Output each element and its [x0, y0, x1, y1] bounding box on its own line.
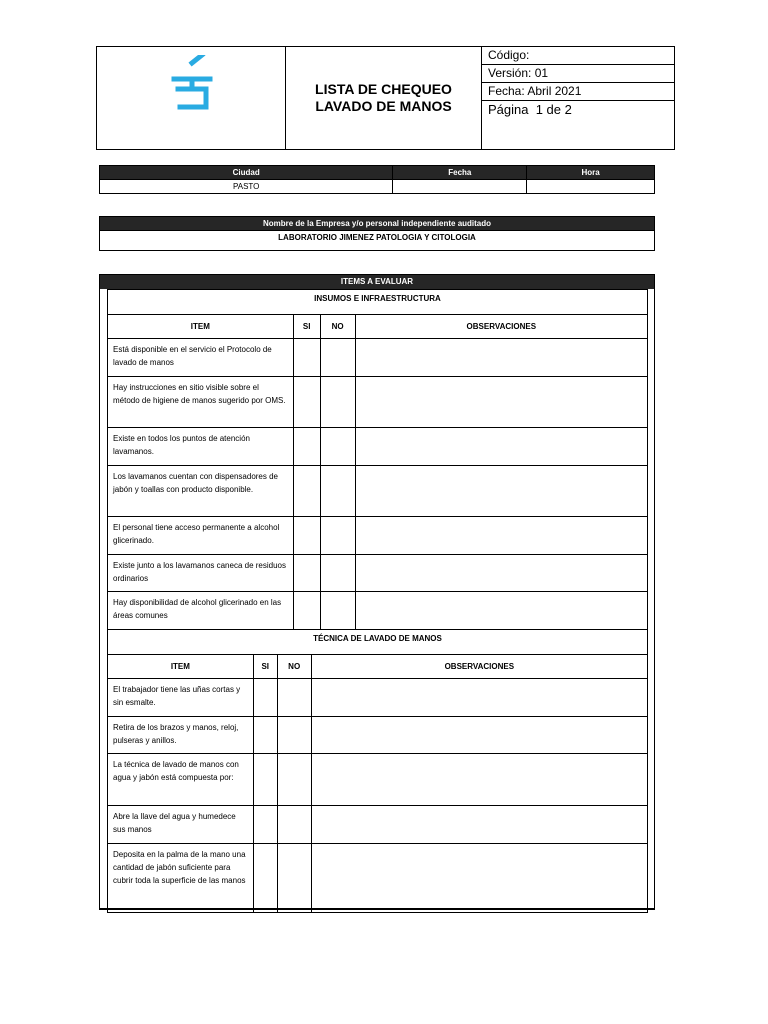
company-table: [99, 216, 655, 251]
col-observaciones: OBSERVACIONES: [311, 655, 647, 679]
table-row: [108, 679, 648, 717]
si-cell[interactable]: [293, 377, 320, 428]
observaciones-cell[interactable]: [355, 428, 647, 466]
ciudad-value[interactable]: PASTO: [100, 180, 393, 194]
logo-cell: [97, 47, 286, 149]
item-text: El personal tiene acceso permanente a alcohol glicerinado.: [108, 517, 294, 555]
hora-header: Hora: [527, 166, 655, 180]
col-si: SI: [253, 655, 277, 679]
no-cell[interactable]: [277, 844, 311, 913]
item-text: Está disponible en el servicio el Protocolo de lavado de manos: [108, 339, 294, 377]
si-cell[interactable]: [253, 754, 277, 806]
items-title: ITEMS A EVALUAR: [100, 275, 654, 289]
col-observaciones: OBSERVACIONES: [355, 315, 647, 339]
item-text: Deposita en la palma de la mano una cantidad de jabón suficiente para cubrir toda la superficie de las manos: [108, 844, 254, 913]
col-no: NO: [320, 315, 355, 339]
title-line-2: LAVADO DE MANOS: [315, 98, 452, 114]
table-row: [108, 806, 648, 844]
insumos-table: [107, 289, 648, 655]
pagina-field: Página 1 de 2: [488, 102, 572, 117]
col-si: SI: [293, 315, 320, 339]
item-text: Existe junto a los lavamanos caneca de residuos ordinarios: [108, 555, 294, 592]
observaciones-cell[interactable]: [355, 339, 647, 377]
observaciones-cell[interactable]: [311, 717, 647, 754]
fecha-field: Fecha: Abril 2021: [482, 83, 674, 101]
item-text: Existe en todos los puntos de atención lavamanos.: [108, 428, 294, 466]
hora-value[interactable]: [527, 180, 655, 194]
no-cell[interactable]: [320, 339, 355, 377]
no-cell[interactable]: [320, 428, 355, 466]
version-field: Versión: 01: [482, 65, 674, 83]
item-text: El trabajador tiene las uñas cortas y sin esmalte.: [108, 679, 254, 717]
table-row: [108, 339, 648, 377]
document-meta: [482, 47, 674, 149]
col-item: ITEM: [108, 655, 254, 679]
no-cell[interactable]: [320, 517, 355, 555]
item-text: Hay disponibilidad de alcohol glicerinado en las áreas comunes: [108, 592, 294, 630]
si-cell[interactable]: [293, 428, 320, 466]
si-cell[interactable]: [253, 806, 277, 844]
col-item: ITEM: [108, 315, 294, 339]
items-section: [99, 274, 655, 910]
observaciones-cell[interactable]: [355, 466, 647, 517]
location-table: [99, 165, 655, 194]
section-title-tecnica: TÉCNICA DE LAVADO DE MANOS: [108, 630, 648, 655]
observaciones-cell[interactable]: [311, 679, 647, 717]
si-cell[interactable]: [293, 592, 320, 630]
company-value[interactable]: LABORATORIO JIMENEZ PATOLOGIA Y CITOLOGIA: [100, 231, 655, 251]
col-no: NO: [277, 655, 311, 679]
table-row: [108, 517, 648, 555]
fecha-header: Fecha: [393, 166, 527, 180]
document-header: [96, 46, 675, 150]
logo-icon: [170, 55, 214, 115]
table-row: [108, 428, 648, 466]
no-cell[interactable]: [277, 679, 311, 717]
si-cell[interactable]: [253, 679, 277, 717]
observaciones-cell[interactable]: [355, 517, 647, 555]
no-cell[interactable]: [320, 377, 355, 428]
si-cell[interactable]: [293, 339, 320, 377]
table-row: [108, 377, 648, 428]
item-text: Los lavamanos cuentan con dispensadores de jabón y toallas con producto disponible.: [108, 466, 294, 517]
table-row: [108, 592, 648, 630]
observaciones-cell[interactable]: [355, 377, 647, 428]
observaciones-cell[interactable]: [311, 754, 647, 806]
no-cell[interactable]: [320, 466, 355, 517]
item-text: Abre la llave del agua y humedece sus manos: [108, 806, 254, 844]
tecnica-table: [107, 654, 648, 913]
item-text: Hay instrucciones en sitio visible sobre el método de higiene de manos sugerido por OMS.: [108, 377, 294, 428]
observaciones-cell[interactable]: [311, 806, 647, 844]
table-row: [108, 844, 648, 913]
ciudad-header: Ciudad: [100, 166, 393, 180]
observaciones-cell[interactable]: [311, 844, 647, 913]
table-row: [108, 555, 648, 592]
no-cell[interactable]: [277, 717, 311, 754]
fecha-value[interactable]: [393, 180, 527, 194]
title-line-1: LISTA DE CHEQUEO: [315, 81, 452, 97]
observaciones-cell[interactable]: [355, 592, 647, 630]
si-cell[interactable]: [253, 844, 277, 913]
si-cell[interactable]: [253, 717, 277, 754]
observaciones-cell[interactable]: [355, 555, 647, 592]
table-row: [108, 717, 648, 754]
si-cell[interactable]: [293, 555, 320, 592]
company-header: Nombre de la Empresa y/o personal independiente auditado: [100, 217, 655, 231]
si-cell[interactable]: [293, 466, 320, 517]
item-text: Retira de los brazos y manos, reloj, pulseras y anillos.: [108, 717, 254, 754]
section-title-insumos: INSUMOS E INFRAESTRUCTURA: [108, 290, 648, 315]
no-cell[interactable]: [277, 754, 311, 806]
si-cell[interactable]: [293, 517, 320, 555]
codigo-field: Código:: [482, 47, 674, 65]
no-cell[interactable]: [320, 555, 355, 592]
no-cell[interactable]: [320, 592, 355, 630]
table-row: [108, 754, 648, 806]
item-text: La técnica de lavado de manos con agua y jabón está compuesta por:: [108, 754, 254, 806]
table-row: [108, 466, 648, 517]
no-cell[interactable]: [277, 806, 311, 844]
document-title: [286, 47, 482, 149]
